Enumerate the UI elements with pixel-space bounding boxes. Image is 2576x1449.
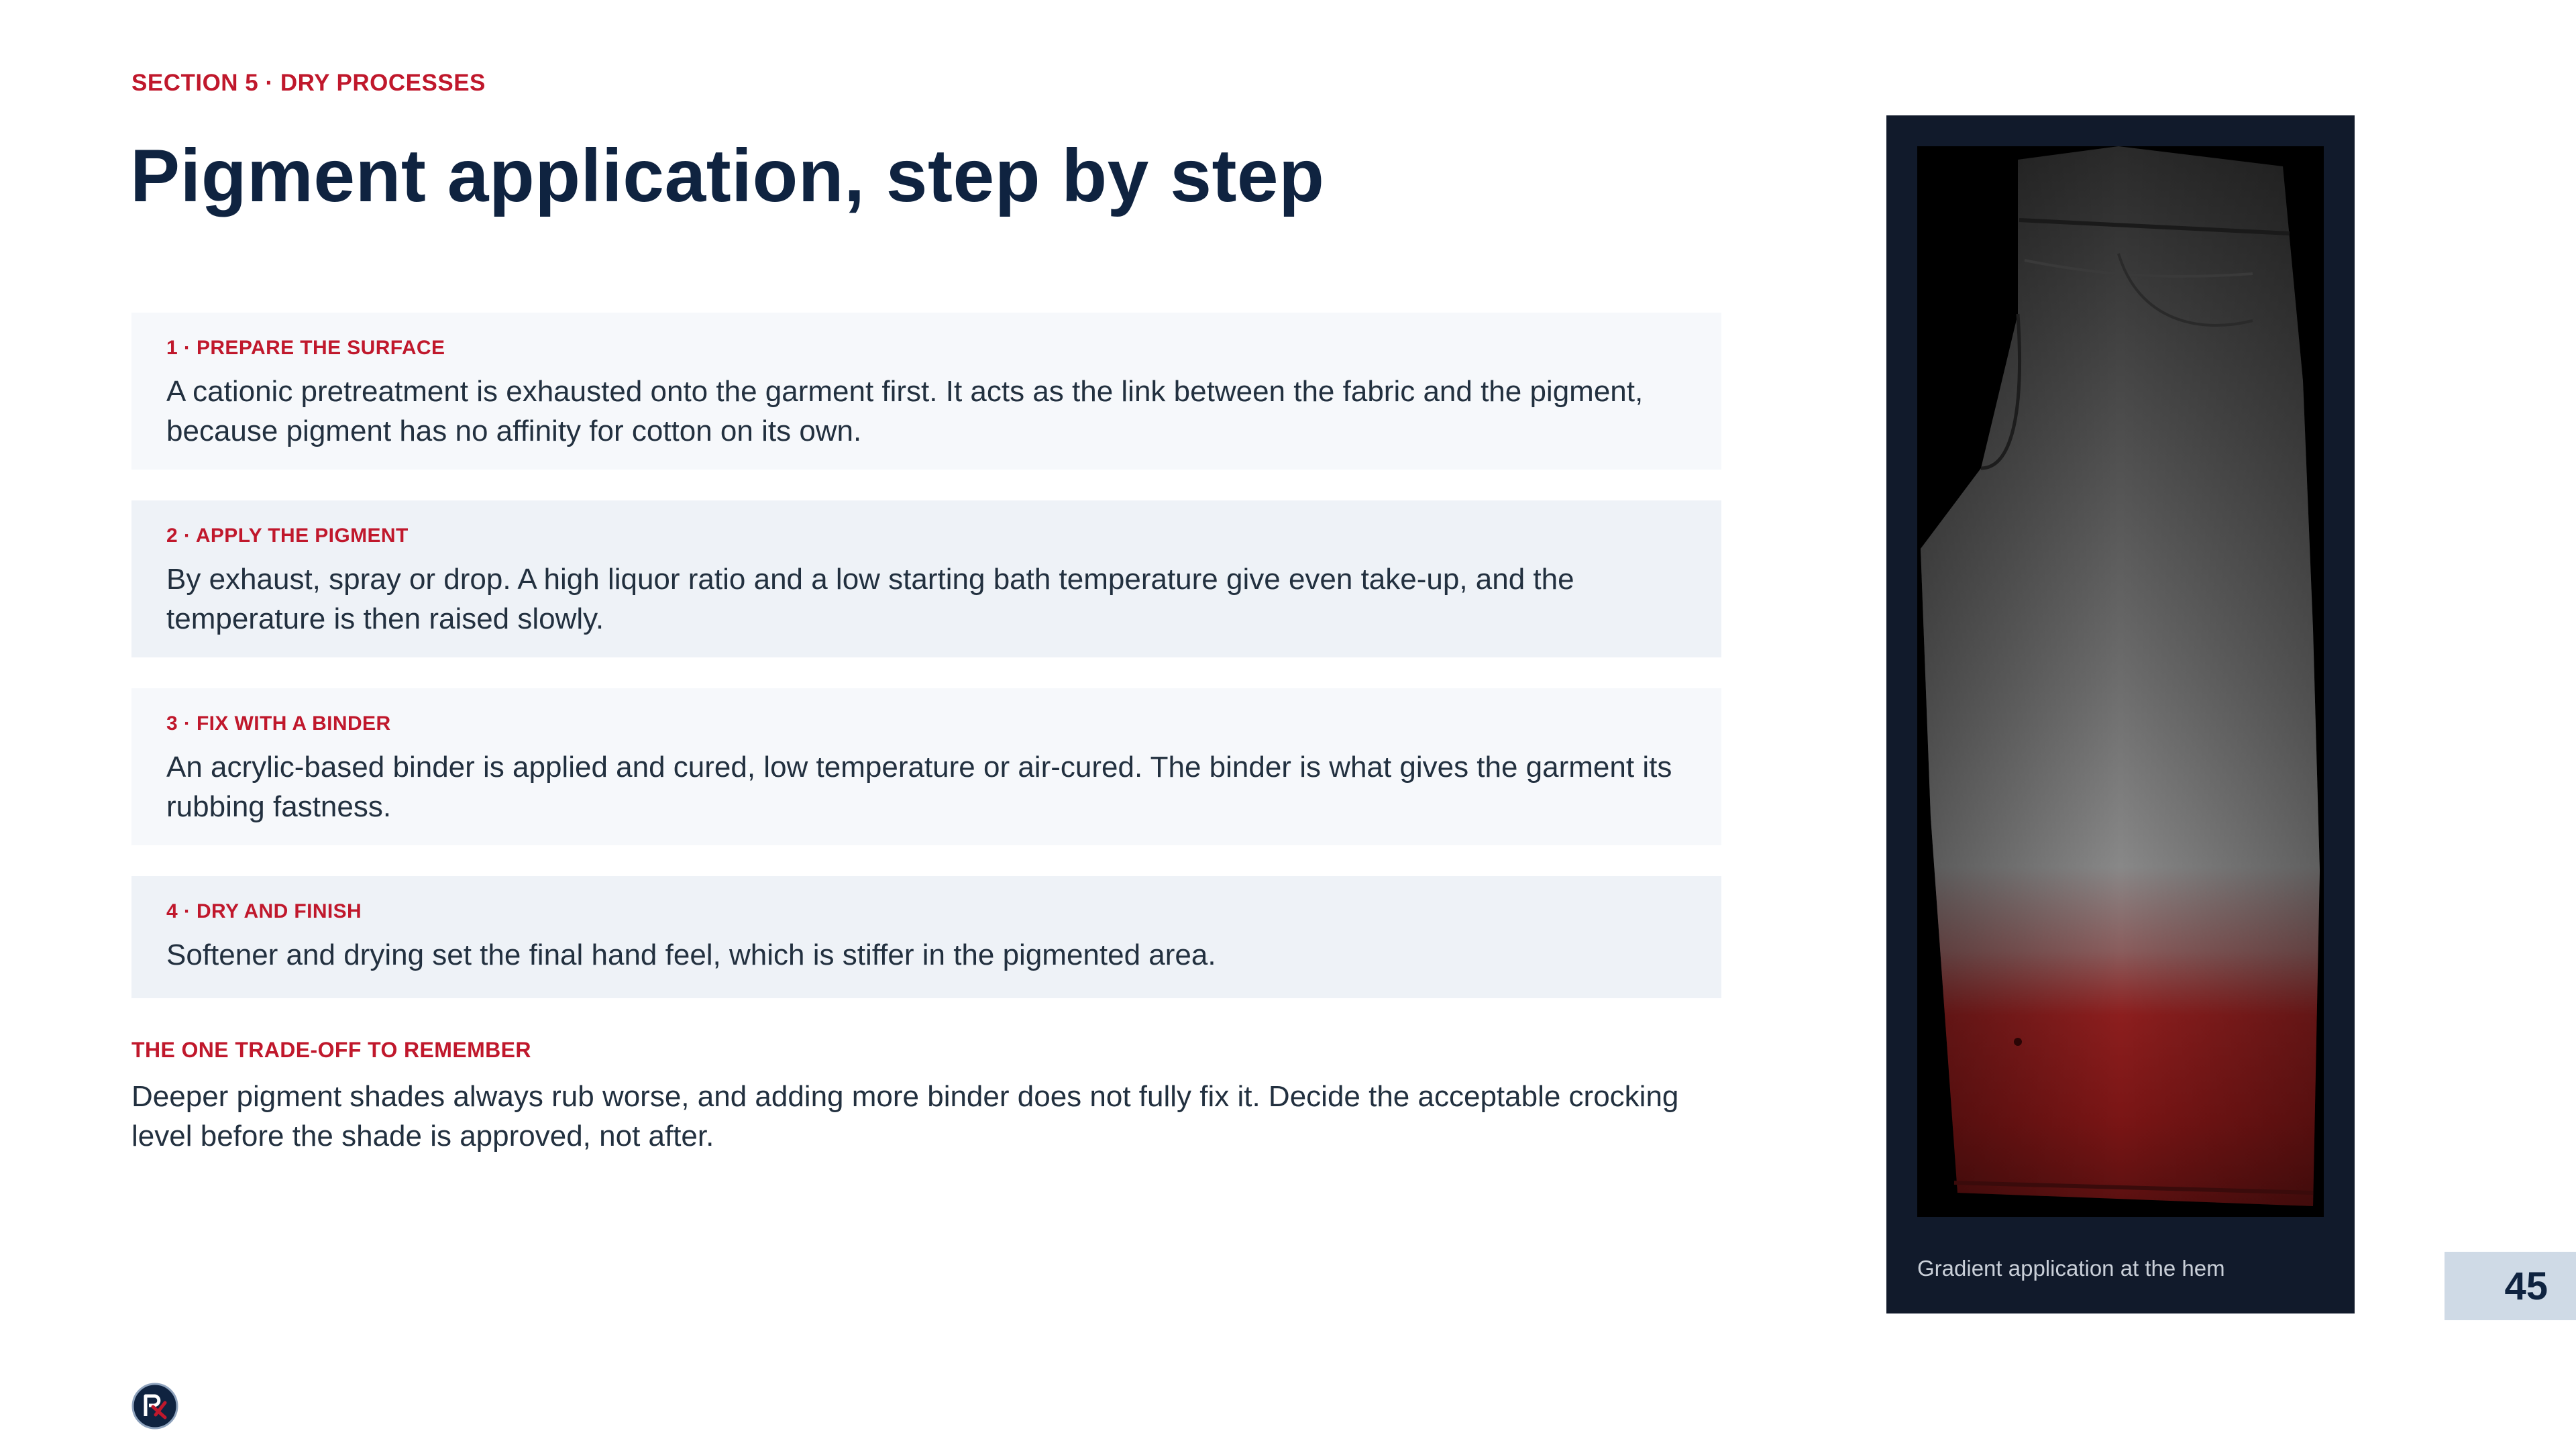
step-label: 3 · FIX WITH A BINDER: [166, 712, 391, 735]
step-label: 4 · DRY AND FINISH: [166, 900, 362, 922]
tradeoff-label: THE ONE TRADE-OFF TO REMEMBER: [131, 1038, 531, 1062]
jeans-illustration: [1917, 146, 2324, 1217]
step-body: Softener and drying set the final hand feel, which is stiffer in the pigmented area.: [166, 938, 1216, 971]
step-body: An acrylic-based binder is applied and cured, low temperature or air-cured. The binder is what gives the garment its rubbing fastness.: [166, 751, 1672, 823]
step-body: By exhaust, spray or drop. A high liquor ratio and a low starting bath temperature give even take-up, and the temperature is then raised slowly.: [166, 563, 1574, 635]
step-card-2: [131, 500, 1721, 657]
page-number: 45: [2445, 1252, 2576, 1320]
step-card-4: [131, 876, 1721, 998]
step-card-3: [131, 688, 1721, 845]
rx-logo-icon: [131, 1383, 178, 1430]
photo-panel: [1886, 115, 2355, 1313]
jeans-photo: [1917, 146, 2324, 1217]
step-label: 2 · APPLY THE PIGMENT: [166, 525, 409, 547]
section-label: SECTION 5 · DRY PROCESSES: [131, 70, 486, 96]
photo-caption: Gradient application at the hem: [1917, 1256, 2225, 1281]
tradeoff-body: Deeper pigment shades always rub worse, and adding more binder does not fully fix it. Decide the acceptable crocking level before the shade is approved, not after.: [131, 1080, 1679, 1152]
step-card-1: [131, 313, 1721, 470]
page-title: Pigment application, step by step: [130, 134, 1325, 217]
step-label: 1 · PREPARE THE SURFACE: [166, 337, 445, 359]
step-body: A cationic pretreatment is exhausted onto the garment first. It acts as the link between the fabric and the pigment, because pigment has no affinity for cotton on its own.: [166, 375, 1644, 447]
